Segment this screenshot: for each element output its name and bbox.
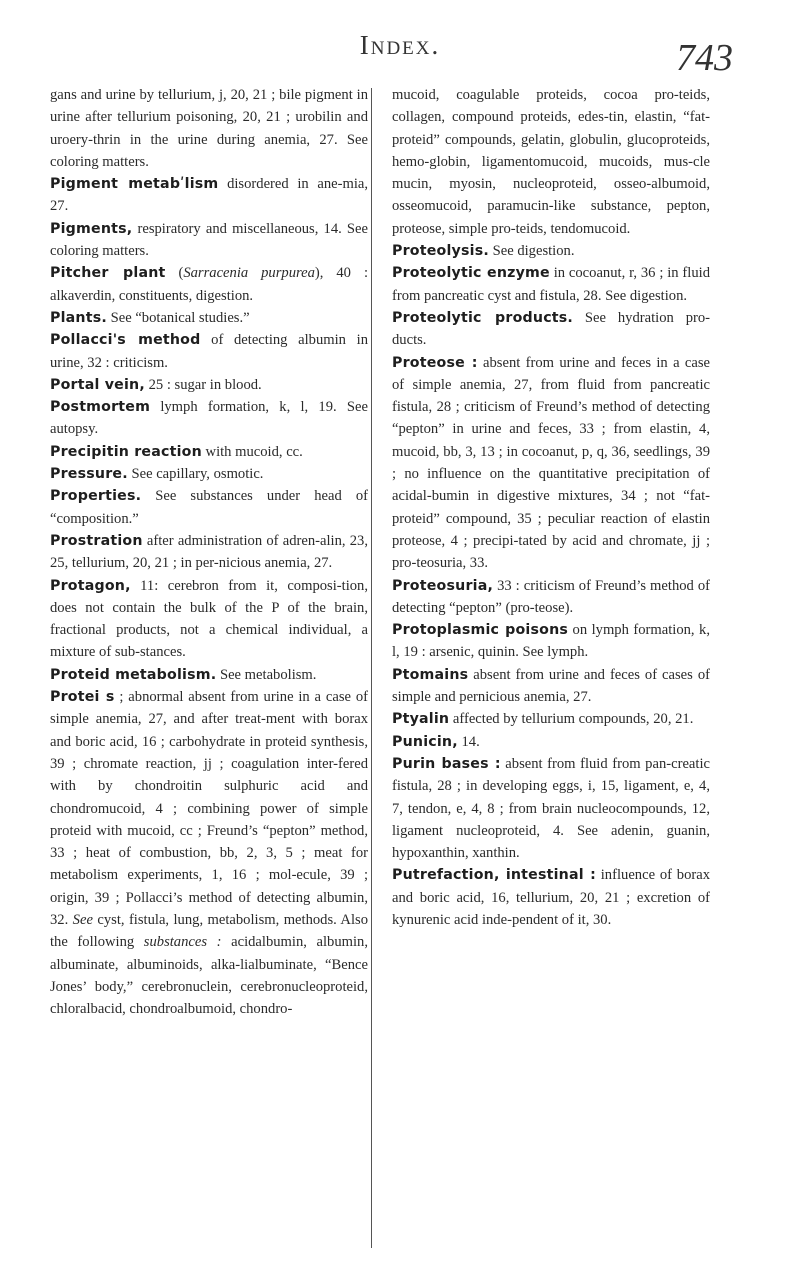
index-entry: mucoid, coagulable proteids, cocoa pro-teids, collagen, compound proteids, edes-tin, elastin, “fat-proteid” compounds, gelatin, globulin, glucoproteids, hemo-globin, ligamentomucoid, mucoids, mus-cle mucin, myosin, nucleoproteid, osseo-albumoid, osseomucoid, paramucin-like substance, pepton, proteose, simple pro-teids, tendomucoid. bbox=[392, 87, 710, 237]
column-divider bbox=[371, 88, 372, 1248]
page-header bbox=[0, 30, 800, 79]
entry-head: Proteolytic products. bbox=[392, 309, 574, 326]
entry-head: Pollacci's method bbox=[50, 332, 201, 349]
index-entry: Protoplasmic poisons on lymph formation, k, l, 19 : arsenic, quinin. See lymph. bbox=[392, 622, 710, 661]
entry-head: Ptyalin bbox=[392, 711, 450, 728]
entry-head: Purin bases : bbox=[392, 755, 501, 772]
entry-head: Protoplasmic poisons bbox=[392, 622, 569, 639]
page-number: 743 bbox=[676, 37, 733, 79]
index-entry: Putrefaction, intestinal : influence of borax and boric acid, 16, tellurium, 20, 21 ; excretion of kynurenic acid inde-pendent of it, 30. bbox=[392, 867, 711, 928]
index-entry: Pitcher plant (Sarracenia purpurea), 40 : alkaverdin, constituents, digestion. bbox=[50, 265, 368, 304]
index-entry: Purin bases : absent from fluid from pan-creatic fistula, 28 ; in developing eggs, i, 15, ligament, e, 4, 7, tendon, e, 4, 8 ; from brain nucleocompounds, 12, ligament nucleoproteid, 4. See adenin, guanin, hypoxanthin, xanthin. bbox=[392, 755, 710, 862]
index-entry: Pigment metabʹlism disordered in ane-mia, 27. bbox=[50, 176, 368, 215]
index-entry: Postmortem lymph formation, k, l, 19. See autopsy. bbox=[50, 399, 368, 438]
index-entry: Precipitin reaction with mucoid, cc. bbox=[50, 443, 303, 460]
index-entry: Punicin, 14. bbox=[392, 733, 480, 750]
entry-head: Ptomains bbox=[392, 666, 469, 683]
index-entry: Proteose : absent from urine and feces in a case of simple anemia, 27, from fluid from pancreatic fistula, 28 ; criticism of Freund’s method of detecting “pepton” in urine and feces, 33 ; from elastin, 4, mucoid, bb, 3, 13 ; in cocoanut, p, q, 36, seedlings, 39 ; no influence on the quantitative precipitation of acidal-bumin in digestive mixtures, 34 ; not “fat-proteid” compound, 35 ; peculiar reaction of elastin proteose, 4 ; precipi-tated by acid and chromate, jj ; pro-teosuria, 33. bbox=[392, 354, 710, 572]
index-entry: Proteolytic products. See hydration pro-ducts. bbox=[392, 309, 711, 349]
index-entry: Proteolysis. See digestion. bbox=[392, 243, 575, 260]
entry-head: Pressure. bbox=[50, 466, 128, 483]
index-entry: Properties. See substances under head of “composition.” bbox=[50, 488, 368, 527]
index-entry: Proteid metabolism. See metabolism. bbox=[50, 666, 317, 683]
entry-head: Plants. bbox=[50, 309, 107, 326]
entry-head: Prostration bbox=[50, 532, 143, 549]
index-entry: Proteolytic enzyme in cocoanut, r, 36 ; in fluid from pancreatic cyst and fistula, 28. See digestion. bbox=[392, 265, 710, 304]
index-entry: Pressure. See capillary, osmotic. bbox=[50, 466, 264, 483]
entry-head: Precipitin reaction bbox=[50, 443, 202, 460]
index-entry: Ptomains absent from urine and feces of cases of simple and pernicious anemia, 27. bbox=[392, 666, 710, 706]
entry-head: Proteid metabolism. bbox=[50, 666, 217, 683]
entry-head: Protei s bbox=[50, 689, 115, 706]
index-entry: Prostration after administration of adren-alin, 23, 25, tellurium, 20, 21 ; in per-nicious anemia, 27. bbox=[50, 532, 368, 572]
index-entry: Ptyalin affected by tellurium compounds, 20, 21. bbox=[392, 711, 694, 728]
running-title: Index. bbox=[359, 30, 441, 60]
entry-head: Properties. bbox=[50, 488, 142, 505]
index-entry: Proteosuria, 33 : criticism of Freund’s method of detecting “pepton” (pro-teose). bbox=[392, 577, 710, 616]
index-entry: gans and urine by tellurium, j, 20, 21 ; bile pigment in urine after tellurium poisoning, 20, 21 ; urobilin and uroery-thrin in the urine during anemia, 27. See coloring matters. bbox=[50, 87, 368, 170]
index-entry: Pigments, respiratory and miscellaneous, 14. See coloring matters. bbox=[50, 220, 368, 260]
entry-head: Protagon, bbox=[50, 577, 131, 594]
entry-head: Punicin, bbox=[392, 733, 458, 750]
entry-head: Postmortem bbox=[50, 399, 151, 416]
index-entry: Protei s ; abnormal absent from urine in a case of simple anemia, 27, and after treat-ment with borax and boric acid, 16 ; carbohydrate in proteid synthesis, 39 ; chromate reaction, jj ; coagulation inter-fered with by chondroitin sulphuric acid and chondromucoid, 4 ; combining power of simple proteid with mucoid, cc ; Freund’s “pepton” method, 33 ; heat of combustion, bb, 2, 3, 5 ; meat for metabolism experiments, 1, 16 ; mol-ecule, 39 ; origin, 39 ; Pollacci’s method of detecting albumin, 32. See cyst, fistula, lung, metabolism, methods. Also the following substances : acidalbumin, albumin, albuminate, albuminoids, alka-lialbuminate, “Bence Jones’ body,” cerebronuclein, cerebronucleoproteid, chloralbacid, chondroalbumoid, chondro- bbox=[50, 689, 368, 1018]
right-column bbox=[392, 84, 710, 931]
entry-head: Putrefaction, intestinal : bbox=[392, 867, 596, 884]
entry-head: Proteolysis. bbox=[392, 243, 489, 260]
entry-head: Portal vein, bbox=[50, 376, 145, 393]
index-entry: Pollacci's method of detecting albumin in urine, 32 : criticism. bbox=[50, 332, 369, 371]
entry-head: Proteose : bbox=[392, 354, 478, 371]
entry-head: Proteosuria, bbox=[392, 577, 494, 594]
entry-head: Proteolytic enzyme bbox=[392, 265, 550, 282]
entry-head: Pitcher plant bbox=[50, 265, 166, 282]
index-entry: Portal vein, 25 : sugar in blood. bbox=[50, 376, 262, 393]
left-column bbox=[50, 84, 368, 1020]
index-entry: Plants. See “botanical studies.” bbox=[50, 309, 250, 326]
entry-head: Pigments, bbox=[50, 220, 133, 237]
index-entry: Protagon, 11: cerebron from it, composi-tion, does not contain the bulk of the P of the brain, fractional products, not a chemical individual, a mixture of sub-stances. bbox=[50, 577, 368, 661]
entry-head: Pigment metabʹlism bbox=[50, 176, 219, 193]
